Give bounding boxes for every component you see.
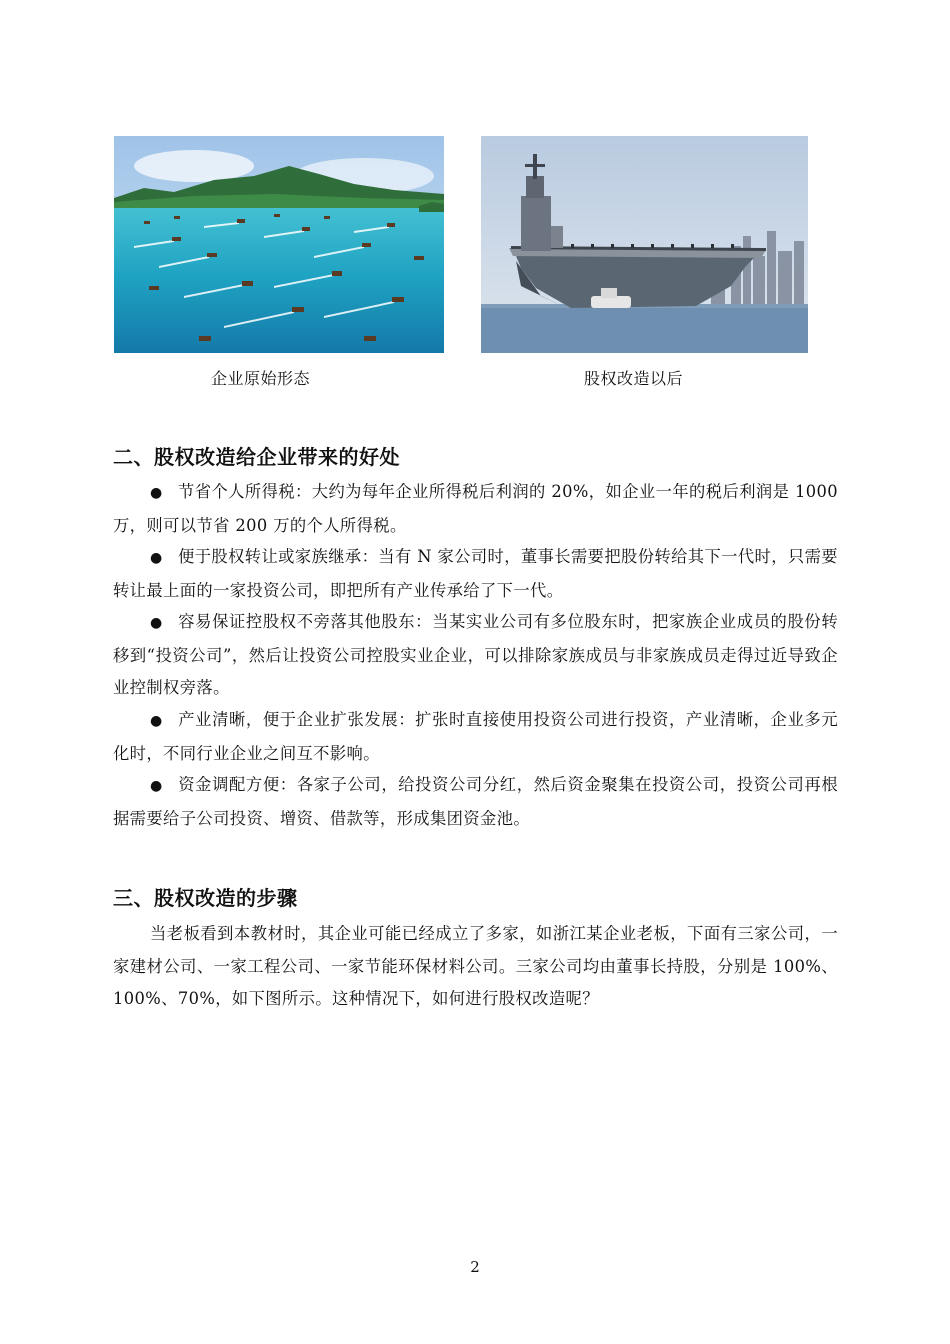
section-3-paragraph: 当老板看到本教材时，其企业可能已经成立了多家，如浙江某企业老板，下面有三家公司，一家建材公司、一家工程公司、一家节能环保材料公司。三家公司均由董事长持股，分别是 100%、100%、70%，如下图所示。这种情况下，如何进行股权改造呢？ (113, 924, 838, 1008)
figure-caption-left: 企业原始形态 (211, 369, 311, 388)
page-number: 2 (470, 1258, 480, 1276)
bullet-icon: ● (150, 778, 163, 794)
benefit-text: 产业清晰，便于企业扩张发展：扩张时直接使用投资公司进行投资，产业清晰，企业多元化时，不同行业企业之间互不影响。 (113, 710, 838, 763)
figure-caption-right: 股权改造以后 (584, 369, 684, 388)
aircraft-carrier-photo-icon (481, 136, 808, 353)
benefit-bullet-1 (113, 476, 838, 542)
fishing-boats-fleet-photo-icon (114, 136, 444, 353)
benefit-bullet-5 (113, 769, 838, 835)
benefit-text: 节省个人所得税：大约为每年企业所得税后利润的 20%，如企业一年的税后利润是 1000 万，则可以节省 200 万的个人所得税。 (113, 482, 838, 535)
benefit-bullet-3 (113, 606, 838, 705)
benefit-text: 资金调配方便：各家子公司，给投资公司分红，然后资金聚集在投资公司，投资公司再根据需要给子公司投资、增资、借款等，形成集团资金池。 (113, 775, 838, 828)
benefit-text: 容易保证控股权不旁落其他股东：当某实业公司有多位股东时，把家族企业成员的股份转移到“投资公司”，然后让投资公司控股实业企业，可以排除家族成员与非家族成员走得过近导致企业控制权旁落。 (113, 612, 838, 697)
benefit-bullet-2 (113, 541, 838, 607)
bullet-icon: ● (150, 713, 163, 729)
section-3-heading: 三、股权改造的步骤 (113, 886, 298, 910)
aircraft-carrier-image (481, 136, 808, 353)
bullet-icon: ● (150, 485, 163, 501)
bullet-icon: ● (150, 550, 163, 566)
benefit-bullet-4 (113, 704, 838, 770)
bullet-icon: ● (150, 615, 163, 631)
section-2-heading: 二、股权改造给企业带来的好处 (113, 445, 400, 469)
benefit-text: 便于股权转让或家族继承：当有 N 家公司时，董事长需要把股份转给其下一代时，只需要转让最上面的一家投资公司，即把所有产业传承给了下一代。 (113, 547, 838, 600)
fishing-boats-image (114, 136, 444, 353)
